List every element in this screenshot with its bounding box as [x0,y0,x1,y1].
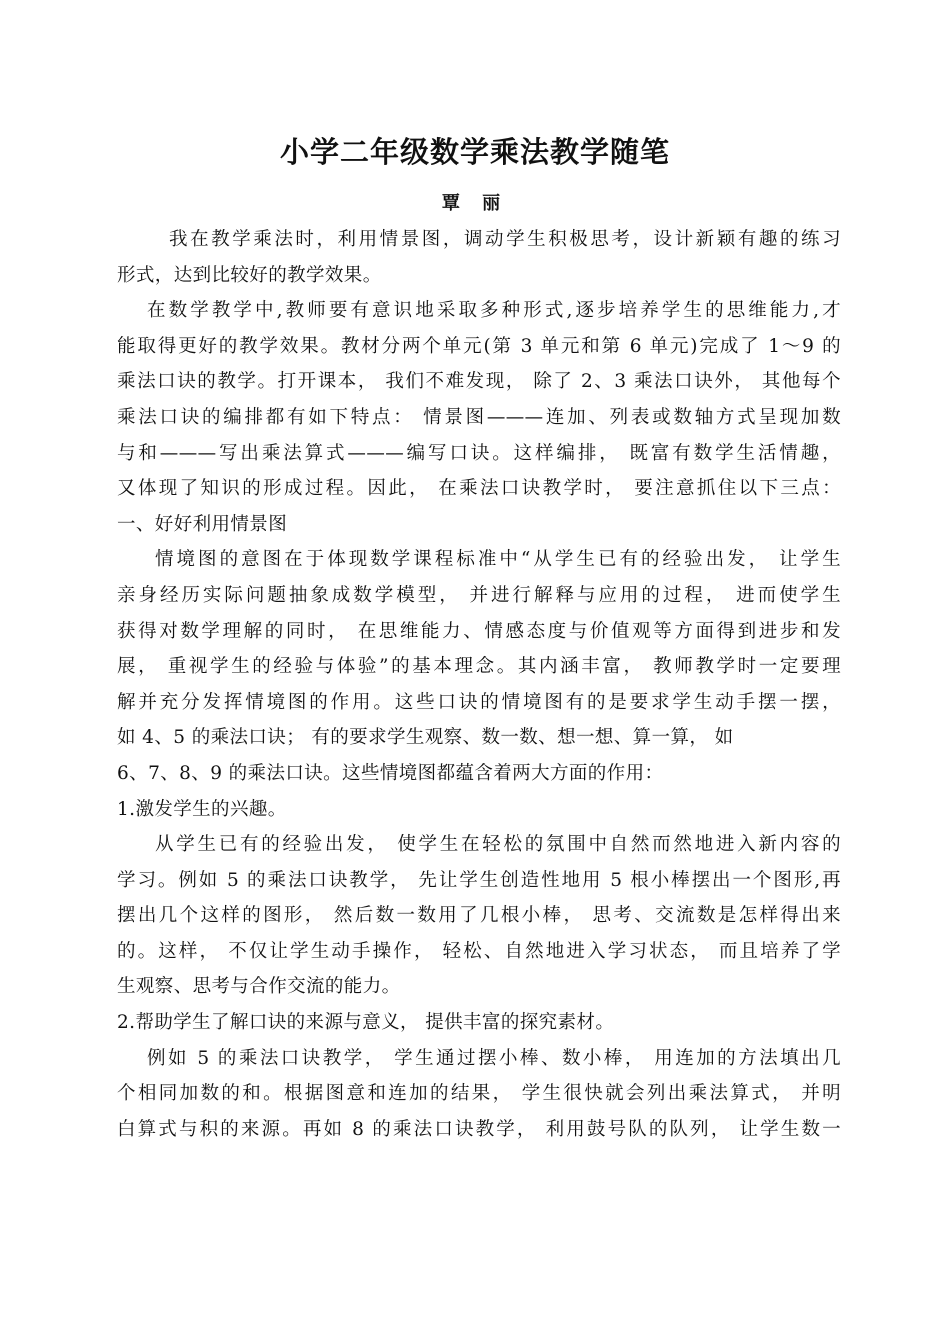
text-line: 形式，达到比较好的教学效果。 [117,264,382,286]
text-line: 的。这样， 不仅让学生动手操作， 轻松、自然地进入学习状态， 而且培养了学 [117,940,841,962]
text-line: 乘法口诀的教学。打开课本， 我们不难发现， 除了 2、3 乘法口诀外， 其他每个 [117,371,841,393]
text-line: 与和———写出乘法算式———编写口诀。这样编排， 既富有数学生活情趣， [117,442,841,464]
text-line: 能取得更好的教学效果。教材分两个单元(第 3 单元和第 6 单元)完成了 1～9 的 [117,335,841,357]
text-line: 白算式与积的来源。再如 8 的乘法口诀教学， 利用鼓号队的队列， 让学生数一 [117,1118,841,1140]
text-line: 例如 5 的乘法口诀教学， 学生通过摆小棒、数小棒， 用连加的方法填出几 [147,1047,841,1069]
text-line: 在数学教学中,教师要有意识地采取多种形式,逐步培养学生的思维能力,才 [147,300,841,322]
text-line: 个相同加数的和。根据图意和连加的结果， 学生很快就会列出乘法算式， 并明 [117,1083,841,1105]
text-line: 从学生已有的经验出发， 使学生在轻松的氛围中自然而然地进入新内容的 [155,834,841,856]
page-title: 小学二年级数学乘法教学随笔 [279,135,670,169]
text-line: 生观察、思考与合作交流的能力。 [117,976,401,998]
section-heading: 一、好好利用情景图 [117,513,288,535]
body-text [117,222,841,1147]
text-line: 情境图的意图在于体现数学课程标准中“从学生已有的经验出发， 让学生 [155,549,841,571]
text-line: 6、7、8、9 的乘法口诀。这些情境图都蕴含着两大方面的作用： [117,762,664,784]
author-name: 覃 丽 [441,193,509,214]
text-line: 展， 重视学生的经验与体验”的基本理念。其内涵丰富， 教师教学时一定要理 [117,656,841,678]
text-line: 乘法口诀的编排都有如下特点： 情景图———连加、列表或数轴方式呈现加数 [117,406,841,428]
subsection-heading: 2.帮助学生了解口诀的来源与意义， 提供丰富的探究素材。 [117,1012,615,1034]
text-line: 学习。例如 5 的乘法口诀教学， 先让学生创造性地用 5 根小棒摆出一个图形,再 [117,869,841,891]
text-line: 获得对数学理解的同时， 在思维能力、情感态度与价值观等方面得到进步和发 [117,620,841,642]
text-line: 摆出几个这样的图形， 然后数一数用了几根小棒， 思考、交流数是怎样得出来 [117,905,841,927]
text-line: 我在教学乘法时，利用情景图，调动学生积极思考，设计新颖有趣的练习 [169,229,841,250]
text-line: 解并充分发挥情境图的作用。这些口诀的情境图有的是要求学生动手摆一摆， [117,691,841,713]
text-line: 又体现了知识的形成过程。因此， 在乘法口诀教学时， 要注意抓住以下三点： [117,478,841,500]
subsection-heading: 1.激发学生的兴趣。 [117,798,287,820]
text-line: 亲身经历实际问题抽象成数学模型， 并进行解释与应用的过程， 进而使学生 [117,584,841,606]
text-line: 如 4、5 的乘法口诀； 有的要求学生观察、数一数、想一想、算一算， 如 [117,727,734,749]
